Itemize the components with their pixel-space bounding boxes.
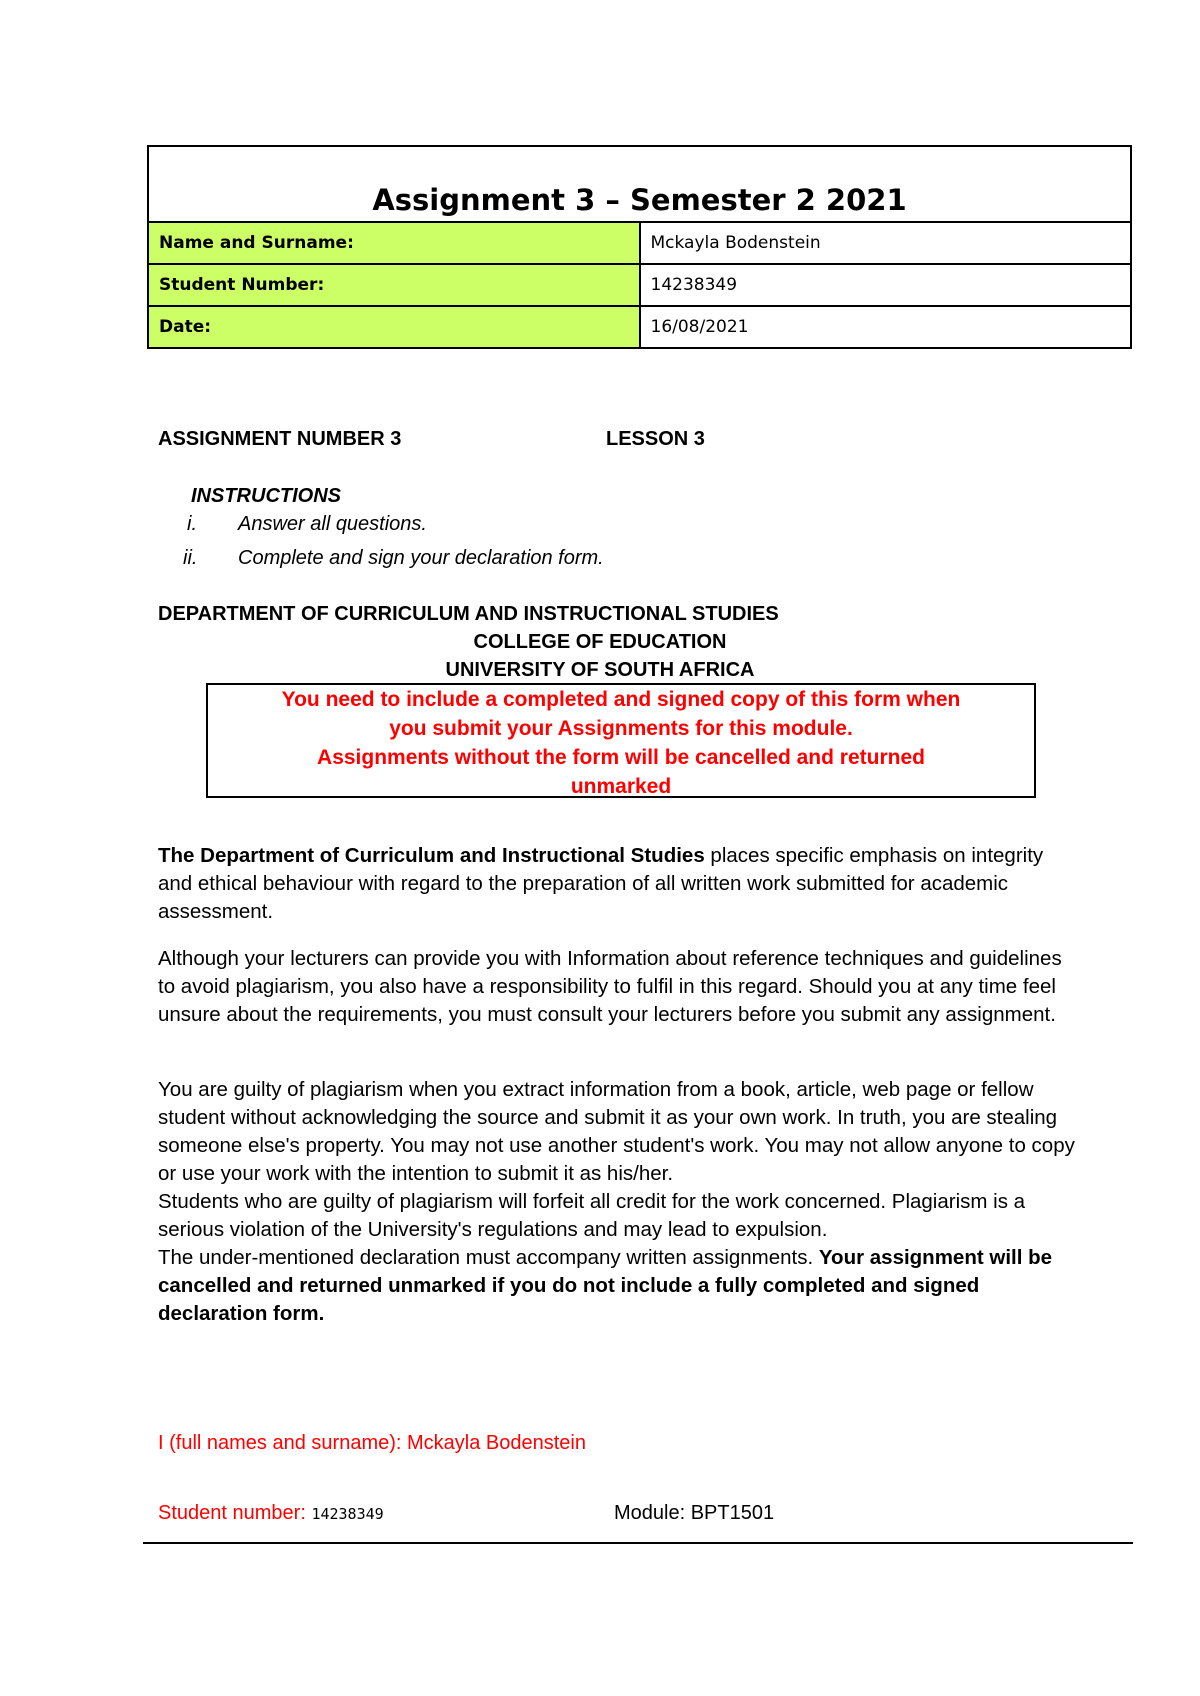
full-name-label: I (full names and surname):	[158, 1432, 407, 1454]
declaration-name-line	[158, 1432, 586, 1455]
integrity-text: places specific emphasis on integrity and ethical behaviour with regard to the preparation of all written work submitted for academic assessment.	[158, 844, 1044, 923]
lecturers-text: Although your lecturers can provide you with Information about reference techniques and guidelines to avoid plagiarism, you also have a responsibility to fulfil in this regard. Should you at any time feel unsure about the requirements, you must consult your lecturers before you submit any assignment.	[158, 947, 1062, 1026]
lesson-number: LESSON 3	[606, 428, 705, 450]
full-name-value: Mckayla Bodenstein	[407, 1432, 586, 1454]
cancellation-warning: Your assignment will be cancelled and returned unmarked if you do not include a fully completed and signed declaration form.	[158, 1246, 1053, 1325]
date-value: 16/08/2021	[640, 306, 1132, 348]
name-label: Name and Surname:	[148, 222, 640, 264]
declaration-student-label: Student number:	[158, 1502, 312, 1524]
instruction-item-1: Answer all questions.	[238, 513, 427, 535]
college-heading: COLLEGE OF EDUCATION	[473, 631, 727, 653]
student-number-label: Student Number:	[148, 264, 640, 306]
instruction-marker-1: i.	[187, 513, 197, 535]
plagiarism-text: You are guilty of plagiarism when you extract information from a book, article, web page or fellow student without acknowledging the source and submit it as your own work. In truth, you are stealing someone else's property. You may not use another student's work. You may not allow anyone to copy or use your work with the intention to submit it as his/her.	[158, 1078, 1075, 1185]
notice-line-3: Assignments without the form will be cancelled and returned	[317, 746, 925, 769]
instruction-marker-2: ii.	[183, 547, 198, 569]
header-table	[147, 145, 1132, 349]
notice-line-2: you submit your Assignments for this module.	[389, 717, 853, 740]
module-value: BPT1501	[690, 1502, 775, 1524]
student-number-value: 14238349	[640, 264, 1132, 306]
bottom-divider	[143, 1542, 1133, 1544]
assignment-title: Assignment 3 – Semester 2 2021	[148, 146, 1131, 222]
submission-notice	[206, 683, 1036, 798]
notice-line-1: You need to include a completed and signed copy of this form when	[281, 688, 961, 711]
paragraph-integrity	[158, 842, 1078, 926]
university-heading: UNIVERSITY OF SOUTH AFRICA	[445, 659, 755, 681]
table-row	[148, 306, 1131, 348]
declaration-student-line	[158, 1502, 384, 1525]
paragraph-lecturers	[158, 945, 1078, 1029]
notice-line-4: unmarked	[570, 775, 672, 798]
declaration-requirement: The under-mentioned declaration must accompany written assignments.	[158, 1246, 819, 1269]
department-name: The Department of Curriculum and Instructional Studies	[158, 844, 705, 867]
table-row	[148, 264, 1131, 306]
instructions-heading: INSTRUCTIONS	[191, 485, 341, 507]
department-heading: DEPARTMENT OF CURRICULUM AND INSTRUCTIONAL STUDIES	[158, 603, 779, 625]
declaration-module-line	[614, 1502, 774, 1525]
date-label: Date:	[148, 306, 640, 348]
penalty-text: Students who are guilty of plagiarism will forfeit all credit for the work concerned. Plagiarism is a serious violation of the University's regulations and may lead to expulsion.	[158, 1190, 1026, 1241]
paragraph-plagiarism	[158, 1076, 1078, 1328]
table-row	[148, 222, 1131, 264]
instruction-item-2: Complete and sign your declaration form.	[238, 547, 604, 569]
name-value: Mckayla Bodenstein	[640, 222, 1132, 264]
declaration-student-value: 14238349	[311, 1505, 384, 1523]
assignment-number: ASSIGNMENT NUMBER 3	[158, 428, 402, 450]
module-label: Module:	[614, 1502, 691, 1524]
